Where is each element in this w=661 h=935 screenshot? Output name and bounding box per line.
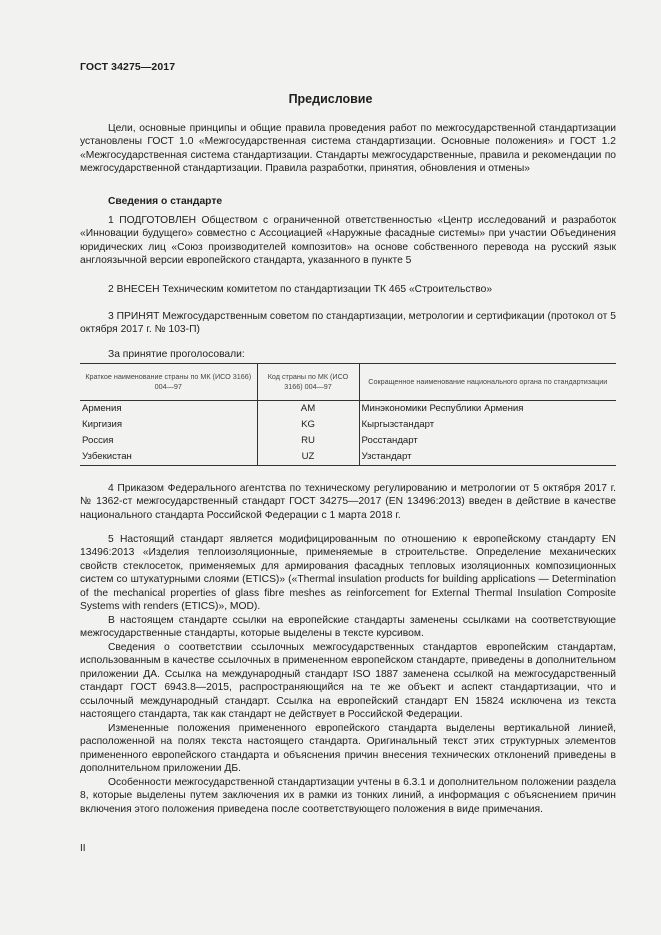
country-name: Узбекистан — [80, 449, 257, 466]
header-national-body: Сокращенное наименование национального органа по стандартизации — [359, 364, 616, 401]
national-body: Росстандарт — [359, 433, 616, 449]
item-4-paragraph: 4 Приказом Федерального агентства по техническому регулированию и метрологии от 5 октября 2017 г. № 1362-ст межгосударственный стандарт ГОСТ 34275—2017 (EN 13496:2013) введен в действие в качестве национального стандарта Российской Федерации с 1 марта 2018 г. — [80, 483, 616, 521]
interstate-features-paragraph: Особенности межгосударственной стандартизации учтены в 6.3.1 и дополнительном положении раздела 8, которые выделены путем заключения их в рамки из тонких линий, а информация с объяснением причин включения этого положения приведена после соответствующего положения в виде примечания. — [80, 777, 616, 815]
country-name: Армения — [82, 403, 122, 414]
header-country-code: Код страны по МК (ИСО 3166) 004—97 — [257, 364, 359, 401]
item-1-paragraph: 1 ПОДГОТОВЛЕН Обществом с ограниченной ответственностью «Центр исследований и разработок «Инновации будущего» совместно с Ассоциацией «Наружные фасадные системы» при участии Объединения юридических лиц «Союз производителей композитов» на основе собственного перевода на русский язык англоязычной версии европейского стандарта, указанного в пункте 5 — [80, 215, 616, 267]
item-3-paragraph: 3 ПРИНЯТ Межгосударственным советом по стандартизации, метрологии и сертификации (протокол от 5 октября 2017 г. № 103-П) — [80, 311, 616, 336]
table-row — [80, 401, 616, 418]
vote-table — [80, 363, 616, 466]
references-paragraph: В настоящем стандарте ссылки на европейские стандарты заменены ссылками на соответствующие межгосударственные стандарты, которые выделены в тексте курсивом. — [80, 615, 616, 640]
table-row — [80, 449, 616, 466]
references-info-paragraph: Сведения о соответствии ссылочных межгосударственных стандартов европейским стандартам, использованным в качестве ссылочных в примененном европейском стандарте, приведены в дополнительном приложении ДА. Ссылка на международный стандарт ISO 1887 заменена ссылкой на межгосударственный стандарт ГОСТ 6943.8—2015, распространяющийся на те же объект и аспект стандартизации, что и ссылочный международный стандарт. Ссылка на европейский стандарт EN 15824 исключена из текста настоящего стандарта, так как стандарт не действует в Российской Федерации. — [80, 642, 616, 721]
item-2-paragraph: 2 ВНЕСЕН Техническим комитетом по стандартизации ТК 465 «Строительство» — [108, 284, 493, 295]
country-name: Киргизия — [82, 419, 123, 430]
country-code: RU — [257, 433, 359, 449]
page-number: II — [80, 843, 86, 854]
vote-table-header — [80, 364, 616, 401]
section-title: Сведения о стандарте — [108, 196, 223, 207]
country-name: Россия — [82, 435, 114, 446]
document-header: ГОСТ 34275—2017 — [80, 61, 176, 73]
national-body: Кыргызстандарт — [359, 417, 616, 433]
country-code: UZ — [257, 449, 359, 466]
header-country-name: Краткое наименование страны по МК (ИСО 3166) 004—97 — [80, 364, 257, 401]
national-body: Узстандарт — [359, 449, 616, 466]
intro-paragraph: Цели, основные принципы и общие правила проведения работ по межгосударственной стандартизации установлены ГОСТ 1.0 «Межгосударственная система стандартизации. Основные положения» и ГОСТ 1.2 «Межгосударственная система стандартизации. Стандарты межгосударственные, правила и рекомендации по межгосударственной стандартизации. Правила разработки, принятия, обновления и отмены» — [80, 123, 616, 175]
country-code: AM — [257, 401, 359, 418]
country-code: KG — [257, 417, 359, 433]
voted-label: За принятие проголосовали: — [108, 349, 245, 360]
item-5-paragraph: 5 Настоящий стандарт является модифицированным по отношению к европейскому стандарту EN 13496:2013 «Изделия теплоизоляционные, применяемые в строительстве. Определение механических свойств стеклосеток, применяемых для армирования фасадных тепловых изоляционных композиционных систем со штукатурными слоями (ETICS)» («Thermal insulation products for building applications — Determination of the mechanical properties of glass fibre meshes as reinforcement for External Thermal Insulation Composite Systems with renders (ETICS)», MOD). — [80, 534, 616, 613]
page-title: Предисловие — [288, 92, 373, 106]
table-row — [80, 417, 616, 433]
table-row — [80, 433, 616, 449]
modifications-paragraph: Измененные положения примененного европейского стандарта выделены вертикальной линией, расположенной на полях текста настоящего стандарта. Оригинальный текст этих структурных элементов примененного европейского стандарта и объяснения причин внесения технических отклонений приведены в дополнительном приложении ДБ. — [80, 723, 616, 775]
national-body: Минэкономики Республики Армения — [359, 401, 616, 418]
